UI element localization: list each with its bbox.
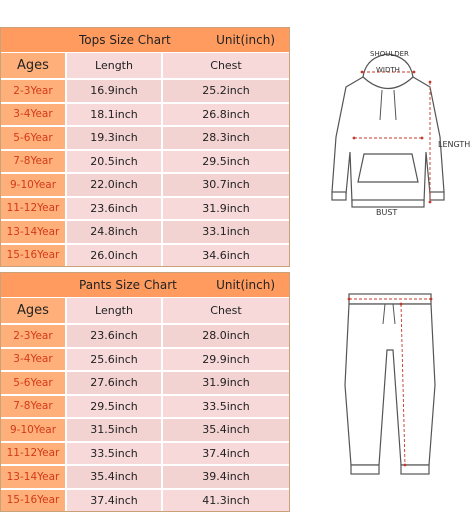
age-cell: 7-8Year bbox=[1, 396, 67, 418]
tops-table bbox=[1, 53, 289, 266]
chest-cell: 37.4inch bbox=[163, 443, 289, 465]
table-row bbox=[1, 127, 289, 151]
age-cell: 13-14Year bbox=[1, 221, 67, 243]
chest-cell: 29.5inch bbox=[163, 151, 289, 173]
tops-chart-unit: Unit(inch) bbox=[216, 33, 275, 47]
pants-illustration bbox=[335, 290, 445, 495]
pants-header-row bbox=[1, 298, 289, 325]
length-cell: 37.4inch bbox=[67, 490, 163, 512]
chest-cell: 39.4inch bbox=[163, 466, 289, 488]
pants-icon bbox=[335, 290, 445, 495]
length-label: LENGTH bbox=[438, 140, 471, 149]
tops-header-ages: Ages bbox=[1, 53, 67, 78]
age-cell: 5-6Year bbox=[1, 372, 67, 394]
tops-header-chest: Chest bbox=[163, 53, 289, 78]
tops-size-chart bbox=[0, 27, 290, 267]
chest-cell: 26.8inch bbox=[163, 104, 289, 126]
length-cell: 25.6inch bbox=[67, 349, 163, 371]
length-cell: 31.5inch bbox=[67, 419, 163, 441]
tops-chart-title-bar bbox=[1, 28, 289, 53]
pants-header-chest: Chest bbox=[163, 298, 289, 323]
shoulder-label: SHOULDER bbox=[370, 50, 409, 58]
bust-label: BUST bbox=[376, 208, 398, 217]
pants-table bbox=[1, 298, 289, 511]
length-cell: 23.6inch bbox=[67, 198, 163, 220]
chest-cell: 28.0inch bbox=[163, 325, 289, 347]
length-cell: 18.1inch bbox=[67, 104, 163, 126]
table-row bbox=[1, 349, 289, 373]
chest-cell: 31.9inch bbox=[163, 372, 289, 394]
table-row bbox=[1, 221, 289, 245]
age-cell: 9-10Year bbox=[1, 419, 67, 441]
table-row bbox=[1, 104, 289, 128]
table-row bbox=[1, 490, 289, 512]
tops-header-length: Length bbox=[67, 53, 163, 78]
chest-cell: 31.9inch bbox=[163, 198, 289, 220]
pants-chart-title-bar bbox=[1, 273, 289, 298]
chest-cell: 25.2inch bbox=[163, 80, 289, 102]
length-cell: 27.6inch bbox=[67, 372, 163, 394]
chest-cell: 34.6inch bbox=[163, 245, 289, 267]
table-row bbox=[1, 80, 289, 104]
table-row bbox=[1, 151, 289, 175]
age-cell: 2-3Year bbox=[1, 80, 67, 102]
table-row bbox=[1, 466, 289, 490]
age-cell: 11-12Year bbox=[1, 198, 67, 220]
length-cell: 33.5inch bbox=[67, 443, 163, 465]
length-cell: 20.5inch bbox=[67, 151, 163, 173]
tops-header-row bbox=[1, 53, 289, 80]
chest-cell: 28.3inch bbox=[163, 127, 289, 149]
table-row bbox=[1, 245, 289, 267]
age-cell: 7-8Year bbox=[1, 151, 67, 173]
chest-cell: 29.9inch bbox=[163, 349, 289, 371]
table-row bbox=[1, 443, 289, 467]
length-cell: 24.8inch bbox=[67, 221, 163, 243]
chest-cell: 30.7inch bbox=[163, 174, 289, 196]
hoodie-illustration bbox=[318, 42, 471, 242]
length-cell: 19.3inch bbox=[67, 127, 163, 149]
age-cell: 11-12Year bbox=[1, 443, 67, 465]
age-cell: 9-10Year bbox=[1, 174, 67, 196]
table-row bbox=[1, 325, 289, 349]
pants-size-chart bbox=[0, 272, 290, 512]
age-cell: 5-6Year bbox=[1, 127, 67, 149]
chest-cell: 33.1inch bbox=[163, 221, 289, 243]
chest-cell: 33.5inch bbox=[163, 396, 289, 418]
length-cell: 23.6inch bbox=[67, 325, 163, 347]
width-label: WIDTH bbox=[376, 66, 400, 74]
age-cell: 15-16Year bbox=[1, 490, 67, 512]
age-cell: 2-3Year bbox=[1, 325, 67, 347]
length-cell: 16.9inch bbox=[67, 80, 163, 102]
pants-header-length: Length bbox=[67, 298, 163, 323]
pants-header-ages: Ages bbox=[1, 298, 67, 323]
table-row bbox=[1, 174, 289, 198]
pants-chart-title: Pants Size Chart bbox=[79, 278, 177, 292]
age-cell: 3-4Year bbox=[1, 349, 67, 371]
chest-cell: 35.4inch bbox=[163, 419, 289, 441]
length-cell: 22.0inch bbox=[67, 174, 163, 196]
age-cell: 13-14Year bbox=[1, 466, 67, 488]
age-cell: 3-4Year bbox=[1, 104, 67, 126]
chest-cell: 41.3inch bbox=[163, 490, 289, 512]
table-row bbox=[1, 419, 289, 443]
table-row bbox=[1, 396, 289, 420]
pants-chart-unit: Unit(inch) bbox=[216, 278, 275, 292]
length-cell: 29.5inch bbox=[67, 396, 163, 418]
tops-chart-title: Tops Size Chart bbox=[79, 33, 171, 47]
length-cell: 26.0inch bbox=[67, 245, 163, 267]
table-row bbox=[1, 372, 289, 396]
length-cell: 35.4inch bbox=[67, 466, 163, 488]
table-row bbox=[1, 198, 289, 222]
age-cell: 15-16Year bbox=[1, 245, 67, 267]
